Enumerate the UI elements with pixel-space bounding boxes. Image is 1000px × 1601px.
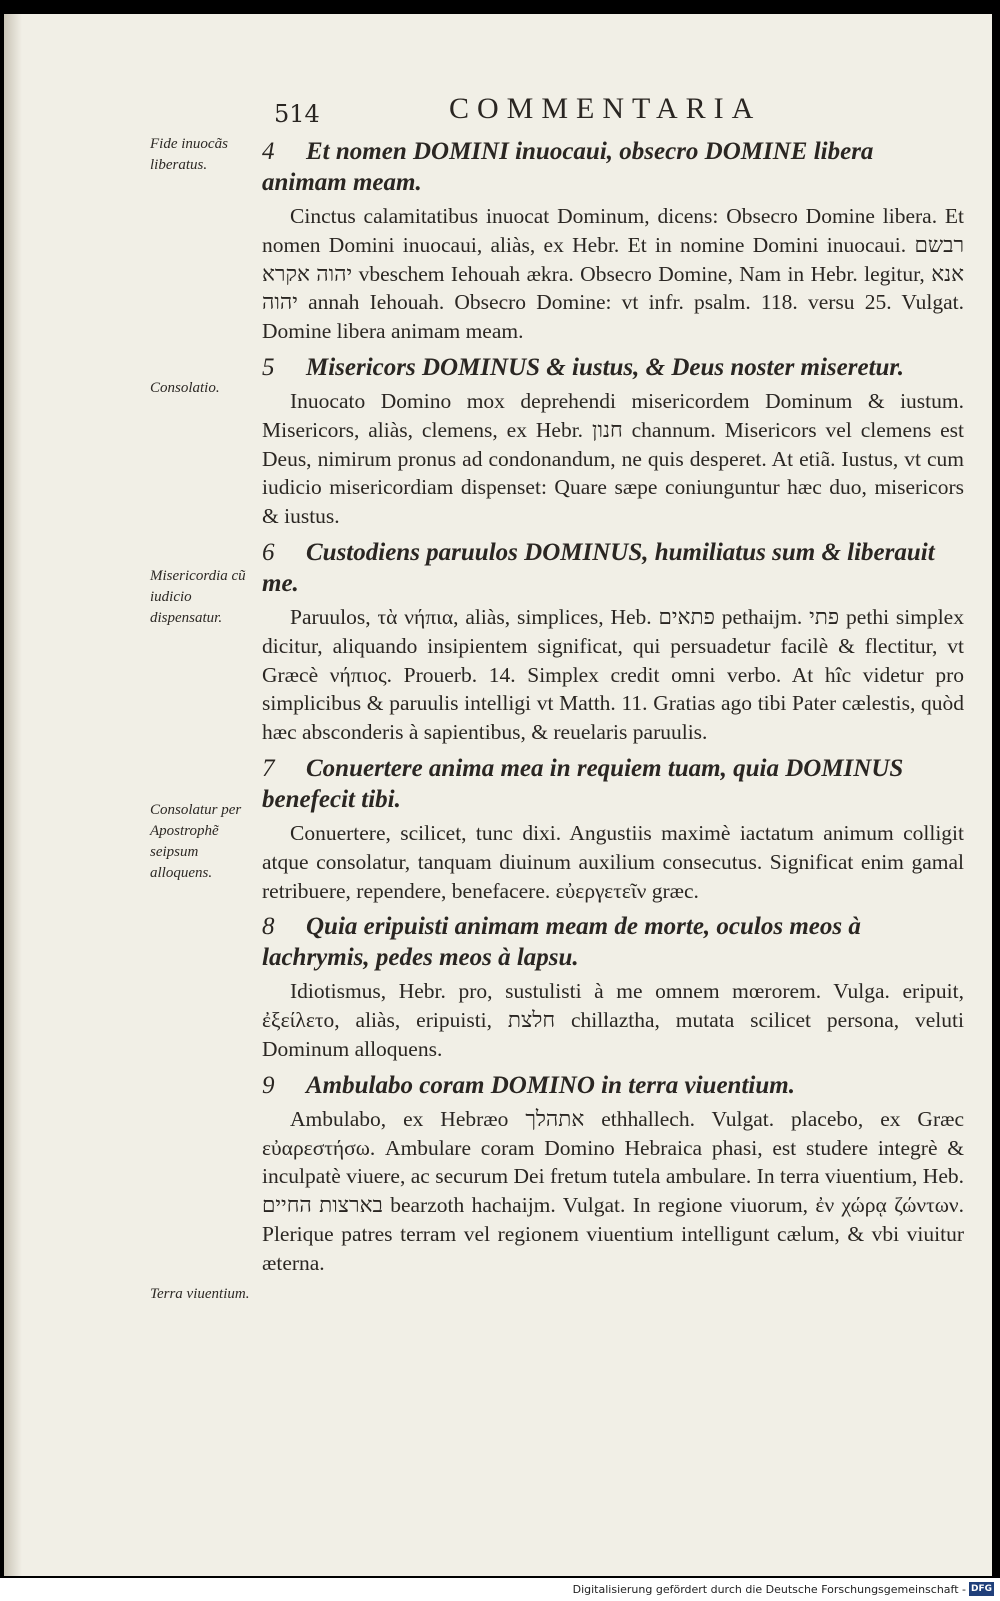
- verse-text: Custodiens paruulos DOMINUS, humiliatus sum & liberauit me.: [262, 538, 935, 597]
- verse-block-5: [262, 352, 964, 531]
- commentary: Inuocato Domino mox deprehendi misericordem Dominum & iustum. Misericors, aliàs, clemens, ex Hebr. חנון channum. Misericors vel clemens est Deus, nimirum pronus ad condonandum, ne quis desperet. At etiã. Iustus, vt cum iudicio misericordiam dispenset: Quare sæpe coniunguntur hæc duo, misericors & iustus.: [262, 388, 964, 529]
- main-text: [262, 136, 964, 1284]
- page-number: 514: [274, 100, 320, 128]
- verse-line: [262, 753, 964, 815]
- commentary: Conuertere, scilicet, tunc dixi. Angustiis maximè iactatum animum colligit atque consolatur, tanquam diuinum auxilium consecutus. Significat enim gamal retribuere, rependere, benefacere. εὐεργετεῖν græc.: [262, 820, 964, 903]
- verse-block-7: [262, 753, 964, 905]
- margin-note-1: Fide inuocãs liberatus.: [150, 136, 228, 173]
- margin-note-5: Terra viuentium.: [150, 1286, 250, 1302]
- verse-text: Misericors DOMINUS & iustus, & Deus noster miseretur.: [306, 353, 905, 381]
- verse-block-4: [262, 136, 964, 346]
- verse-text: Ambulabo coram DOMINO in terra viuentium.: [306, 1071, 795, 1099]
- verse-block-9: [262, 1070, 964, 1278]
- verse-line: [262, 1070, 964, 1101]
- funding-credit: Digitalisierung gefördert durch die Deutsche Forschungsgemeinschaft -: [572, 1583, 966, 1596]
- verse-text: Conuertere anima mea in requiem tuam, quia DOMINUS benefecit tibi.: [262, 754, 904, 813]
- commentary: Ambulabo, ex Hebræo אתהלך ethhallech. Vulgat. placebo, ex Græc εὐαρεστήσω. Ambulare coram Domino Hebraica phasi, est studere integrè & inculpatè viuere, ac securum Dei fretum tutela ambulare. In terra viuentium, Heb. בארצות החיים bearzoth hachaijm. Vulgat. In regione viuorum, ἐν χώρᾳ ζώντων. Plerique patres terram vel regionem viuentium intelligunt cælum, & vbi viuitur æterna.: [262, 1106, 965, 1275]
- verse-number: 5: [262, 353, 275, 381]
- footer-bar: [0, 1578, 1000, 1601]
- margin-note-3: Misericordia cũ iudicio dispensatur.: [150, 568, 246, 626]
- commentary: Paruulos, τὰ νήπια, aliàs, simplices, Heb. פתאים pethaijm. פתי pethi simplex dicitur, aliquando insipientem significat, qui persuadetur facilè & flectitur, vt Græcè νήπιος. Prouerb. 14. Simplex credit omni verbo. At hîc videtur pro simplicibus & paruulis intelligi vt Matth. 11. Gratias ago tibi Pater cælestis, quòd hæc absconderis à sapientibus, & reuelaris paruulis.: [262, 604, 964, 745]
- verse-number: 4: [262, 138, 275, 165]
- verse-line: [262, 352, 964, 383]
- verse-line: [262, 136, 964, 198]
- verse-line: [262, 911, 964, 973]
- verse-block-6: [262, 537, 964, 747]
- verse-number: 8: [262, 913, 275, 941]
- margin-note-4: Consolatur per Apostrophẽ seipsum alloquens.: [150, 802, 242, 881]
- commentary: Idiotismus, Hebr. pro, sustulisti à me omnem mœrorem. Vulga. eripuit, ἐξείλετο, aliàs, eripuisti, חלצת chillaztha, mutata scilicet persona, veluti Dominum alloquens.: [262, 979, 964, 1061]
- verse-line: [262, 537, 964, 599]
- verse-number: 9: [262, 1071, 275, 1099]
- book-page: [4, 14, 992, 1576]
- page-title: COMMENTARIA: [449, 92, 762, 125]
- verse-number: 6: [262, 538, 275, 566]
- dfg-logo-icon: DFG: [970, 1584, 992, 1594]
- margin-note-2: Consolatio.: [150, 380, 220, 396]
- verse-text: Et nomen DOMINI inuocaui, obsecro DOMINE libera animam meam.: [262, 138, 874, 196]
- verse-block-8: [262, 911, 964, 1063]
- page-edge-shadow: [4, 14, 22, 1576]
- verse-number: 7: [262, 754, 275, 782]
- verse-text: Quia eripuisti animam meam de morte, oculos meos à lachrymis, pedes meos à lapsu.: [262, 913, 861, 972]
- commentary: Cinctus calamitatibus inuocat Dominum, dicens: Obsecro Domine libera. Et nomen Domini inuocaui, aliàs, ex Hebr. Et in nomine Domini inuocaui. רבשם יהוה אקרא vbeschem Iehouah ækra. Obsecro Domine, Nam in Hebr. legitur, אנא יהוה annah Iehouah. Obsecro Domine: vt infr. psalm. 118. versu 25. Vulgat. Domine libera animam meam.: [262, 204, 964, 344]
- running-head: [274, 92, 964, 132]
